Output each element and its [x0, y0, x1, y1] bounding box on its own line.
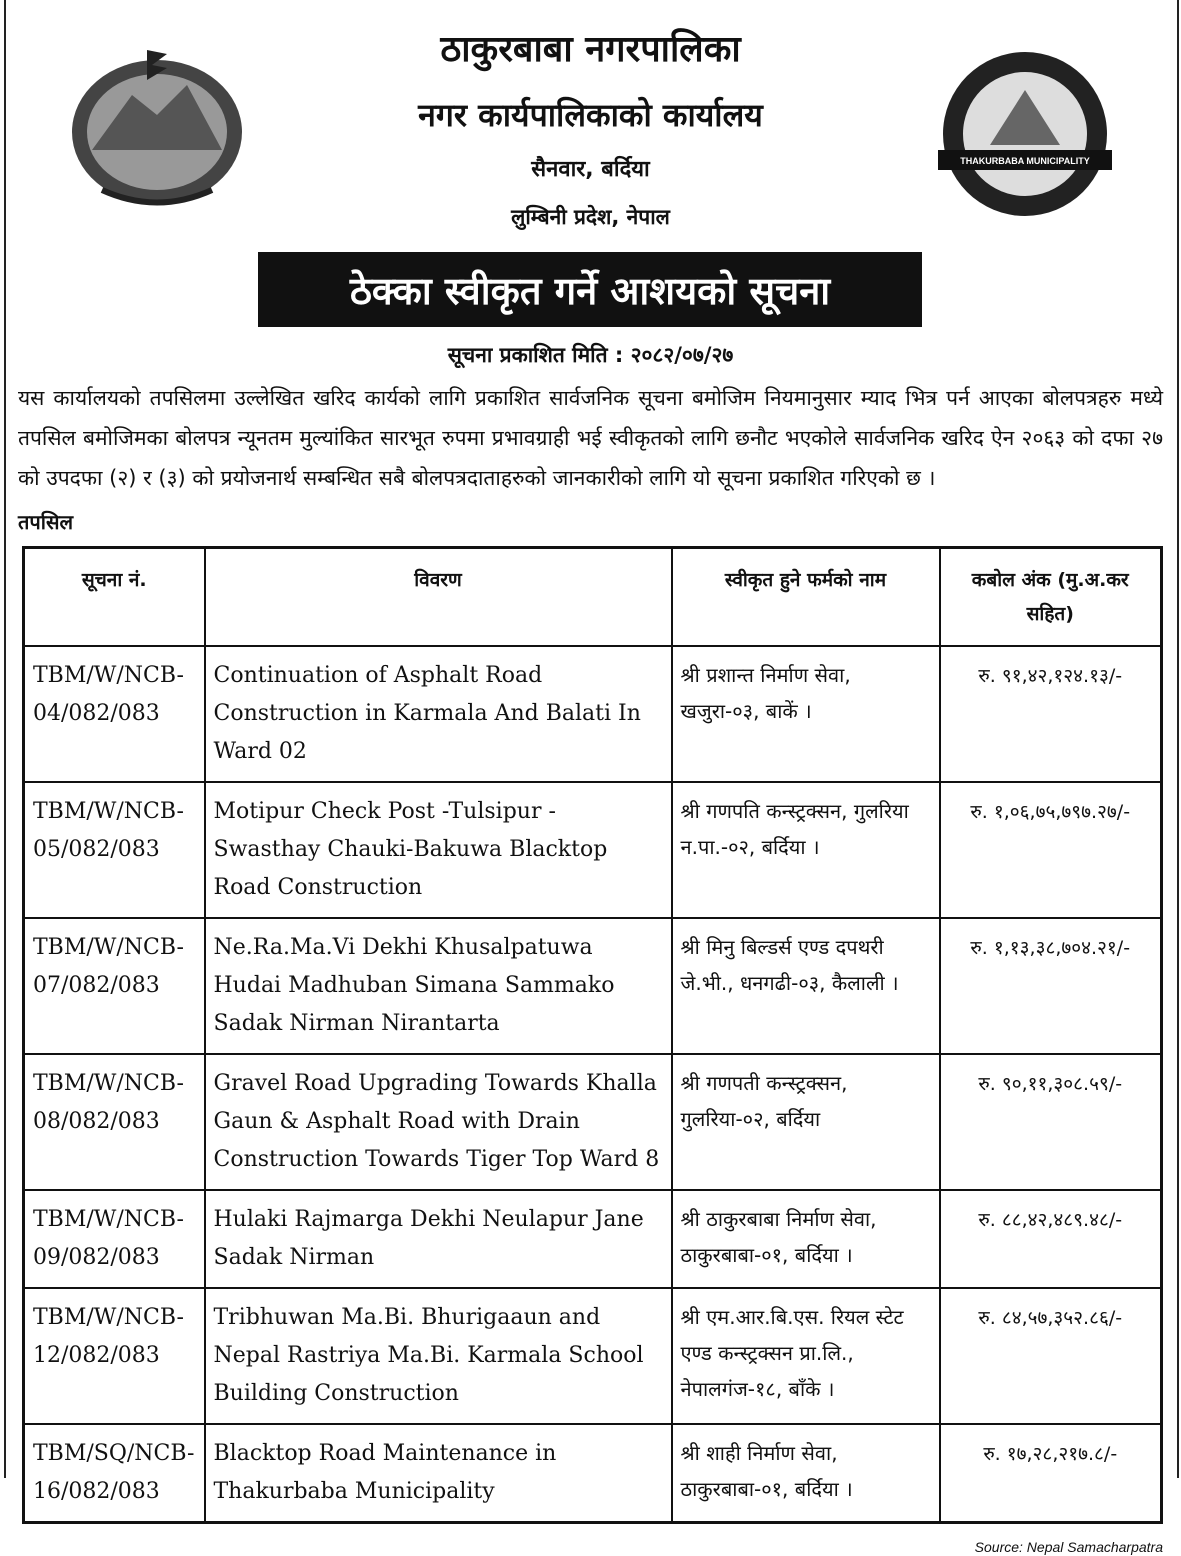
- notice-number: TBM/W/NCB-05/082/083: [24, 782, 205, 918]
- office-address: सैनवार, बर्दिया: [531, 157, 650, 182]
- bid-amount: रु. १,१३,३८,७०४.२१/-: [940, 918, 1162, 1054]
- header-amount: कबोल अंक (मु.अ.कर सहित): [940, 548, 1162, 647]
- notice-number: TBM/W/NCB-12/082/083: [24, 1288, 205, 1424]
- table-row: [24, 1288, 1162, 1424]
- table-row: [24, 646, 1162, 782]
- firm-name: श्री प्रशान्त निर्माण सेवा, खजुरा-०३, बाकें ।: [672, 646, 940, 782]
- bid-amount: रु. ८४,५७,३५२.८६/-: [940, 1288, 1162, 1424]
- notice-number: TBM/SQ/NCB-16/082/083: [24, 1424, 205, 1523]
- firm-name: श्री मिनु बिल्डर्स एण्ड दपथरी जे.भी., धनगढी-०३, कैलाली ।: [672, 918, 940, 1054]
- publish-date: सूचना प्रकाशित मिति : २०८२/०७/२७: [447, 343, 734, 367]
- schedule-heading: तपसिल: [18, 510, 74, 534]
- municipality-name: ठाकुरबाबा नगरपालिका: [440, 29, 741, 70]
- notice-number: TBM/W/NCB-07/082/083: [24, 918, 205, 1054]
- firm-name: श्री गणपति कन्स्ट्रक्सन, गुलरिया न.पा.-०२, बर्दिया ।: [672, 782, 940, 918]
- notice-title: ठेक्का स्वीकृत गर्ने आशयको सूचना: [258, 252, 922, 327]
- firm-name: श्री एम.आर.बि.एस. रियल स्टेट एण्ड कन्स्ट्रक्सन प्रा.लि., नेपालगंज-१८, बाँके ।: [672, 1288, 940, 1424]
- description: Ne.Ra.Ma.Vi Dekhi Khusalpatuwa Hudai Madhuban Simana Sammako Sadak Nirman Nirantarta: [205, 918, 672, 1054]
- table-row: [24, 1424, 1162, 1523]
- firm-name: श्री शाही निर्माण सेवा, ठाकुरबाबा-०१, बर्दिया ।: [672, 1424, 940, 1523]
- table-row: [24, 782, 1162, 918]
- bid-amount: रु. १७,२८,२१७.८/-: [940, 1424, 1162, 1523]
- notice-number: TBM/W/NCB-09/082/083: [24, 1190, 205, 1288]
- bid-amount: रु. ८८,४२,४८९.४८/-: [940, 1190, 1162, 1288]
- province: लुम्बिनी प्रदेश, नेपाल: [511, 205, 670, 229]
- description: Gravel Road Upgrading Towards Khalla Gaun & Asphalt Road with Drain Construction Towards Tiger Top Ward 8: [205, 1054, 672, 1190]
- notice-paragraph: यस कार्यालयको तपसिलमा उल्लेखित खरिद कार्यको लागि प्रकाशित सार्वजनिक सूचना बमोजिम नियमानुसार म्याद भित्र पर्न आएका बोलपत्रहरु मध्ये तपसिल बमोजिमका बोलपत्र न्यूनतम मुल्यांकित सारभूत रुपमा प्रभावग्राही भई स्वीकृतको लागि छनौट भएकोले सार्वजनिक खरिद ऐन २०६३ को दफा २७ को उपदफा (२) र (३) को प्रयोजनार्थ सम्बन्धित सबै बोलपत्रदाताहरुको जानकारीको लागि यो सूचना प्रकाशित गरिएको छ ।: [18, 386, 1163, 490]
- header-description: विवरण: [205, 548, 672, 647]
- table-row: [24, 918, 1162, 1054]
- office-name: नगर कार्यपालिकाको कार्यालय: [418, 96, 763, 134]
- bid-amount: रु. ९१,४२,१२४.१३/-: [940, 646, 1162, 782]
- bid-amount: रु. १,०६,७५,७९७.२७/-: [940, 782, 1162, 918]
- notice-body: [18, 378, 1163, 1556]
- bid-amount: रु. ९०,११,३०८.५९/-: [940, 1054, 1162, 1190]
- description: Continuation of Asphalt Road Construction in Karmala And Balati In Ward 02: [205, 646, 672, 782]
- description: Blacktop Road Maintenance in Thakurbaba Municipality: [205, 1424, 672, 1523]
- notice-number: TBM/W/NCB-04/082/083: [24, 646, 205, 782]
- description: Tribhuwan Ma.Bi. Bhurigaaun and Nepal Rastriya Ma.Bi. Karmala School Building Construction: [205, 1288, 672, 1424]
- description: Hulaki Rajmarga Dekhi Neulapur Jane Sadak Nirman: [205, 1190, 672, 1288]
- header-notice-no: सूचना नं.: [24, 548, 205, 647]
- description: Motipur Check Post -Tulsipur - Swasthay Chauki-Bakuwa Blacktop Road Construction: [205, 782, 672, 918]
- header-firm: स्वीकृत हुने फर्मको नाम: [672, 548, 940, 647]
- firm-name: श्री ठाकुरबाबा निर्माण सेवा, ठाकुरबाबा-०१, बर्दिया ।: [672, 1190, 940, 1288]
- firm-name: श्री गणपती कन्स्ट्रक्सन, गुलरिया-०२, बर्दिया: [672, 1054, 940, 1190]
- contract-table: [22, 546, 1163, 1524]
- logo-text: THAKURBABA MUNICIPALITY: [960, 156, 1090, 166]
- table-header-row: [24, 548, 1162, 647]
- table-row: [24, 1190, 1162, 1288]
- table-row: [24, 1054, 1162, 1190]
- notice-number: TBM/W/NCB-08/082/083: [24, 1054, 205, 1190]
- source-credit: Source: Nepal Samacharpatra: [974, 1539, 1163, 1555]
